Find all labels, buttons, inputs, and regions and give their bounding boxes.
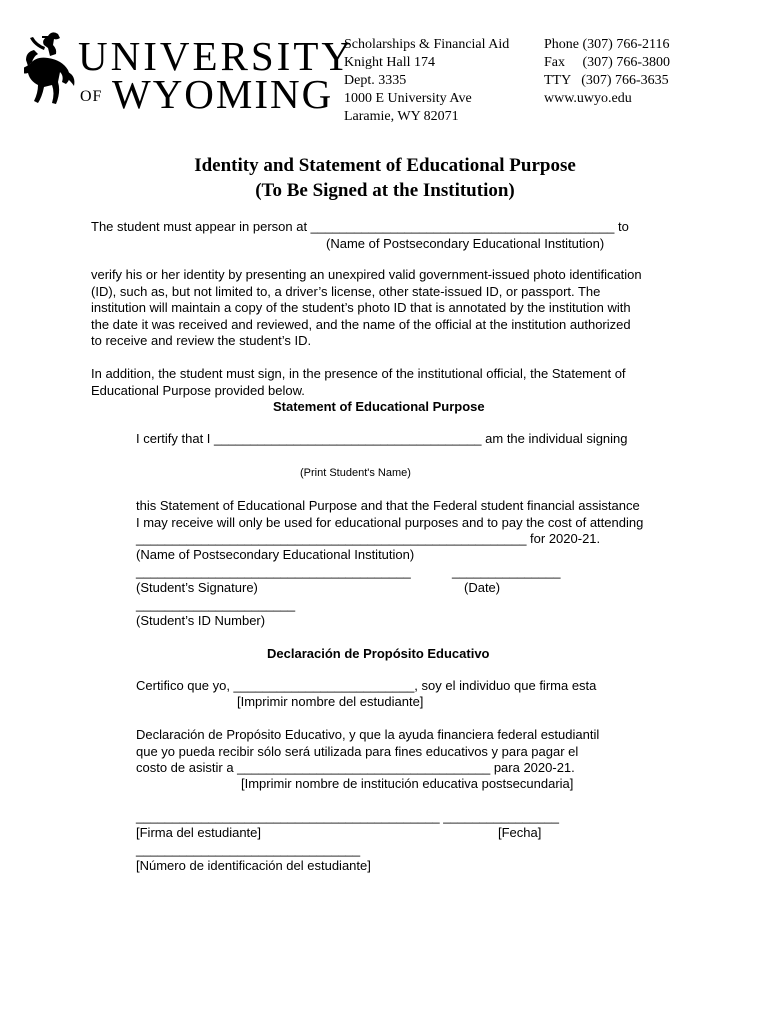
english-certify-line: I certify that I _____________________________________ am the individual signing <box>136 431 628 446</box>
paragraph-line: ______________________________________________________ for 2020-21. <box>136 531 601 546</box>
address-line: Dept. 3335 <box>344 73 407 88</box>
spanish-date-caption: [Fecha] <box>498 825 542 840</box>
bucking-horse-icon <box>24 30 76 114</box>
paragraph-line: costo de asistir a ___________________________________ para 2020-21. <box>136 760 575 775</box>
paragraph-line: institution will maintain a copy of the student’s photo ID that is annotated by the institution with <box>91 300 631 315</box>
paragraph-line: que yo pueda recibir sólo será utilizada para fines educativos y para pagar el <box>136 743 579 759</box>
paragraph-line: I may receive will only be used for educational purposes and to pay the cost of attending <box>136 514 644 530</box>
addition-paragraph <box>91 366 626 399</box>
paragraph-line: (ID), such as, but not limited to, a driver’s license, other state-issued ID, or passport. The <box>91 283 601 299</box>
spanish-heading: Declaración de Propósito Educativo <box>267 646 490 661</box>
contact-website: www.uwyo.edu <box>544 91 632 106</box>
spanish-institution-caption: [Imprimir nombre de institución educativa postsecundaria] <box>241 776 574 791</box>
spanish-body <box>136 727 599 777</box>
office-address <box>344 36 509 126</box>
english-body <box>136 498 643 548</box>
paragraph-line: the date it was received and reviewed, and the name of the official at the institution authorized <box>91 316 631 332</box>
address-line: 1000 E University Ave <box>344 91 472 106</box>
contact-fax: Fax (307) 766-3800 <box>544 55 670 70</box>
document-subtitle: (To Be Signed at the Institution) <box>255 180 515 201</box>
office-contact <box>544 36 670 108</box>
logo-university-text: UNIVERSITY <box>78 33 354 79</box>
university-logo <box>24 30 354 117</box>
address-line: Laramie, WY 82071 <box>344 109 459 124</box>
contact-tty: TTY (307) 766-3635 <box>544 73 669 88</box>
english-id-field[interactable]: ______________________ <box>136 597 296 612</box>
address-line: Knight Hall 174 <box>344 55 435 70</box>
contact-phone: Phone (307) 766-2116 <box>544 37 670 52</box>
paragraph-line: this Statement of Educational Purpose and that the Federal student financial assistance <box>136 498 640 513</box>
english-heading: Statement of Educational Purpose <box>273 399 485 414</box>
paragraph-line: In addition, the student must sign, in the presence of the institutional official, the Statement of <box>91 366 626 381</box>
document-title: Identity and Statement of Educational Purpose <box>194 155 576 176</box>
paragraph-line: to receive and review the student’s ID. <box>91 333 312 348</box>
spanish-certify-line: Certifico que yo, _________________________, soy el individuo que firma esta <box>136 678 597 693</box>
spanish-id-caption: [Número de identificación del estudiante] <box>136 858 371 873</box>
paragraph-line: Educational Purpose provided below. <box>91 382 305 398</box>
spanish-signature-caption: [Firma del estudiante] <box>136 825 262 840</box>
english-date-caption: (Date) <box>464 580 501 595</box>
logo-wyoming-text: WYOMING <box>112 71 334 117</box>
institution-caption: (Name of Postsecondary Educational Institution) <box>326 236 605 251</box>
english-date-field[interactable]: _______________ <box>452 564 561 579</box>
verify-paragraph <box>91 267 642 350</box>
english-print-name-caption: (Print Student's Name) <box>300 467 411 479</box>
appear-line: The student must appear in person at __________________________________________ to <box>91 219 629 234</box>
paragraph-line: verify his or her identity by presenting an unexpired valid government-issued photo identification <box>91 267 642 282</box>
english-signature-caption: (Student’s Signature) <box>136 580 258 595</box>
address-line: Scholarships & Financial Aid <box>344 37 510 52</box>
spanish-id-field[interactable]: _______________________________ <box>136 842 361 857</box>
english-signature-field[interactable]: ______________________________________ <box>136 564 411 579</box>
logo-of-text: OF <box>80 88 103 105</box>
paragraph-line: Declaración de Propósito Educativo, y que la ayuda financiera federal estudiantil <box>136 727 600 742</box>
spanish-print-name-caption: [Imprimir nombre del estudiante] <box>237 694 424 709</box>
english-id-caption: (Student’s ID Number) <box>136 613 266 628</box>
english-institution-caption: (Name of Postsecondary Educational Institution) <box>136 547 415 562</box>
spanish-signature-field[interactable]: __________________________________________ ________________ <box>136 809 559 824</box>
